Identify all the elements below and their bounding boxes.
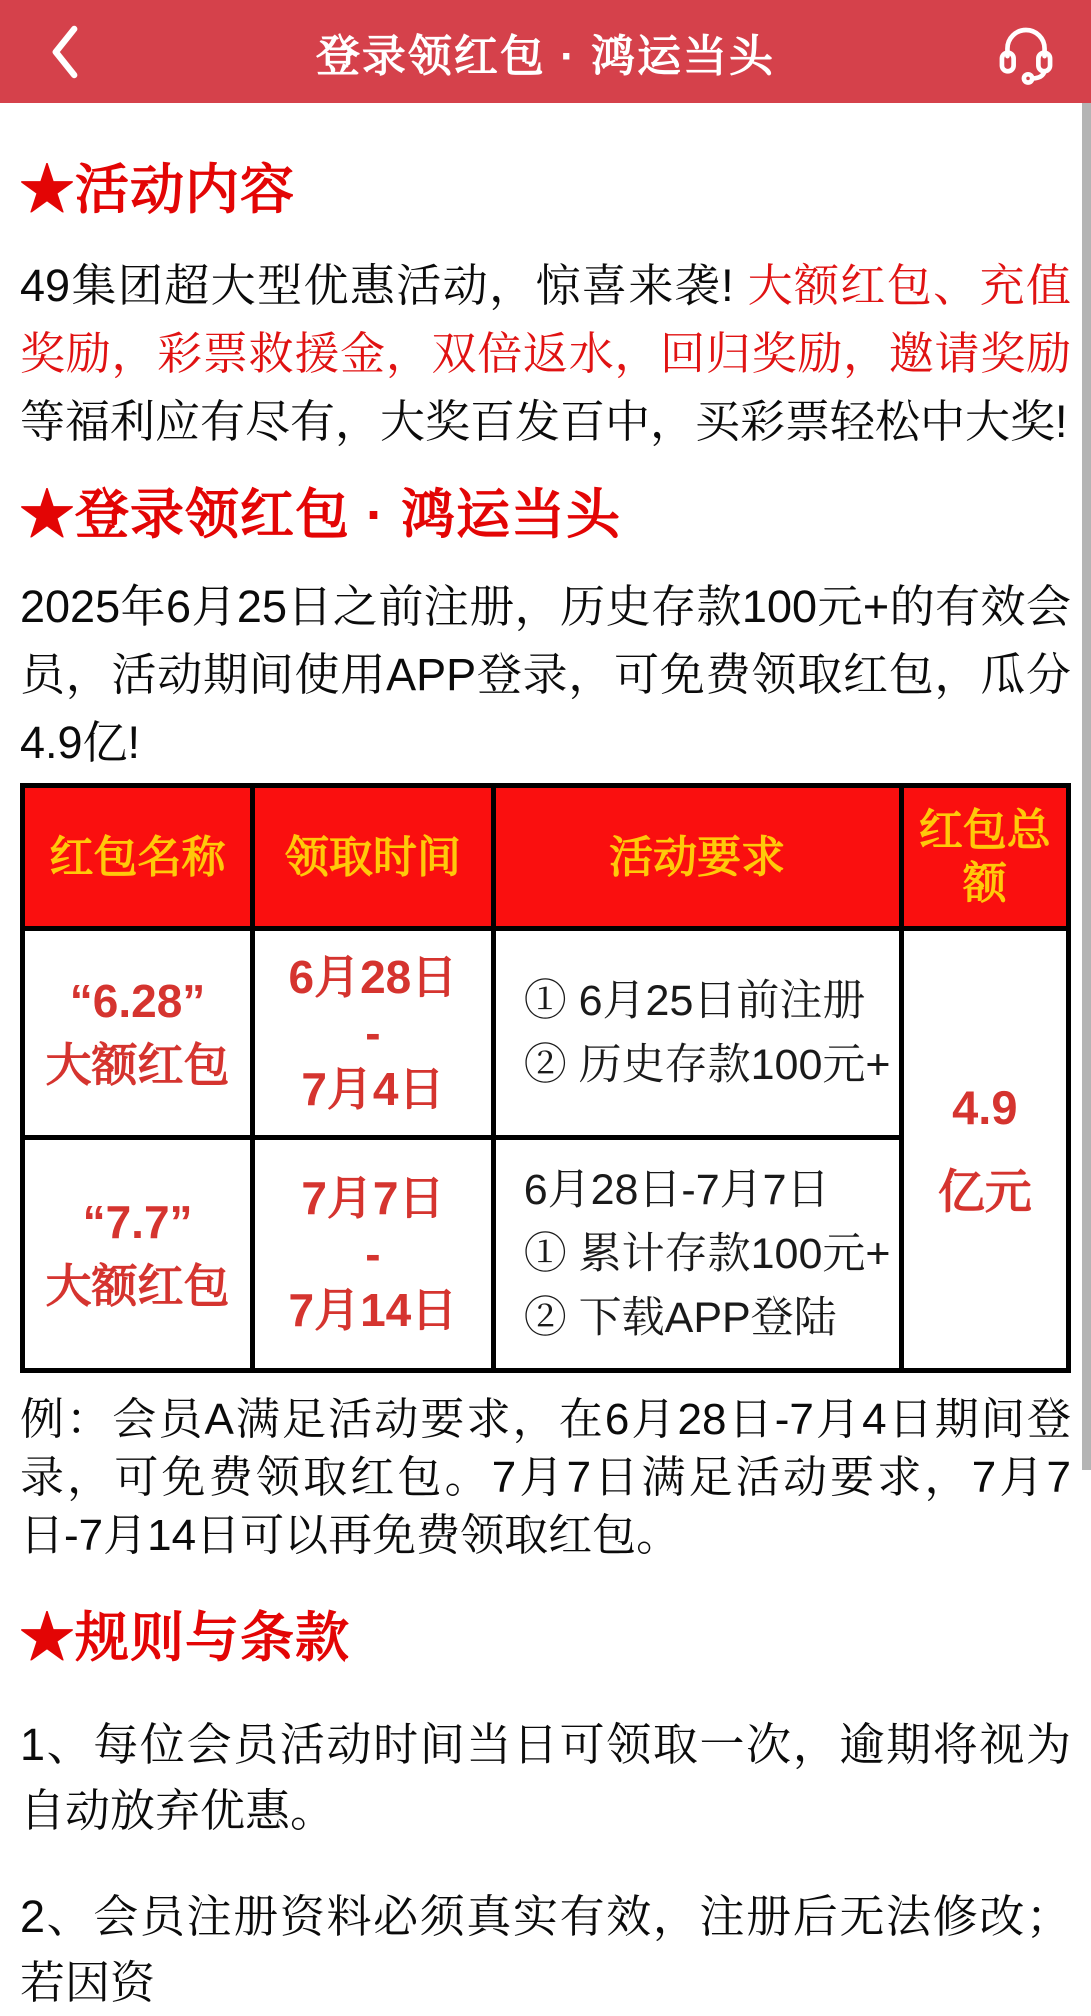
customer-service-button[interactable] — [991, 17, 1061, 87]
cell-name-628: “6.28” 大额红包 — [23, 929, 253, 1138]
text-segment-black: 等福利应有尽有，大奖百发百中，买彩票轻松中大奖! — [20, 396, 1068, 447]
example-paragraph: 例：会员A满足活动要求，在6月28日-7月4日期间登录，可免费领取红包。7月7日满足活动要求，7月7日-7月14日可以再免费领取红包。 — [20, 1395, 1071, 1560]
header-bar — [0, 0, 1091, 103]
cell-requirement-628: ① 6月25日前注册 ② 历史存款100元+ — [493, 929, 901, 1138]
headset-icon — [993, 19, 1059, 85]
table-header-row — [23, 786, 1069, 929]
column-header-name: 红包名称 — [23, 786, 253, 929]
cell-name-77: “7.7” 大额红包 — [23, 1138, 253, 1371]
cell-requirement-77: 6月28日-7月7日 ① 累计存款100元+ ② 下载APP登陆 — [493, 1138, 901, 1371]
redpacket-table — [20, 783, 1071, 1373]
content-area — [0, 147, 1091, 2016]
rule-item-1: 1、每位会员活动时间当日可领取一次，逾期将视为自动放弃优惠。 — [20, 1719, 1071, 1836]
cell-time-628: 6月28日 - 7月4日 — [253, 929, 494, 1138]
rule-item-2: 2、会员注册资料必须真实有效，注册后无法修改；若因资 — [20, 1891, 1071, 2008]
table-row-628 — [23, 929, 1069, 1138]
column-header-requirement: 活动要求 — [493, 786, 901, 929]
section-heading-login-redpacket: ★登录领红包 · 鸿运当头 — [20, 485, 621, 545]
cell-total-amount: 4.9 亿元 — [901, 929, 1068, 1371]
back-button[interactable] — [30, 17, 100, 87]
column-header-time: 领取时间 — [253, 786, 494, 929]
cell-time-77: 7月7日 - 7月14日 — [253, 1138, 494, 1371]
section-heading-activity: ★活动内容 — [20, 160, 295, 220]
page-title: 登录领红包 · 鸿运当头 — [315, 31, 776, 81]
activity-description — [20, 252, 1071, 456]
section-heading-rules: ★规则与条款 — [20, 1608, 350, 1668]
text-segment-black: 49集团超大型优惠活动，惊喜来袭! — [20, 260, 748, 311]
scrollbar-thumb[interactable] — [1082, 103, 1091, 1470]
promo-description: 2025年6月25日之前注册，历史存款100元+的有效会员，活动期间使用APP登录，可免费领取红包，瓜分4.9亿! — [20, 581, 1071, 768]
text-segment-red-highlight: 大额红包、充值奖励，彩票救援金，双倍返水，回归奖励，邀请奖励 — [20, 260, 1071, 379]
chevron-left-icon — [39, 22, 91, 82]
column-header-total: 红包总额 — [901, 786, 1068, 929]
